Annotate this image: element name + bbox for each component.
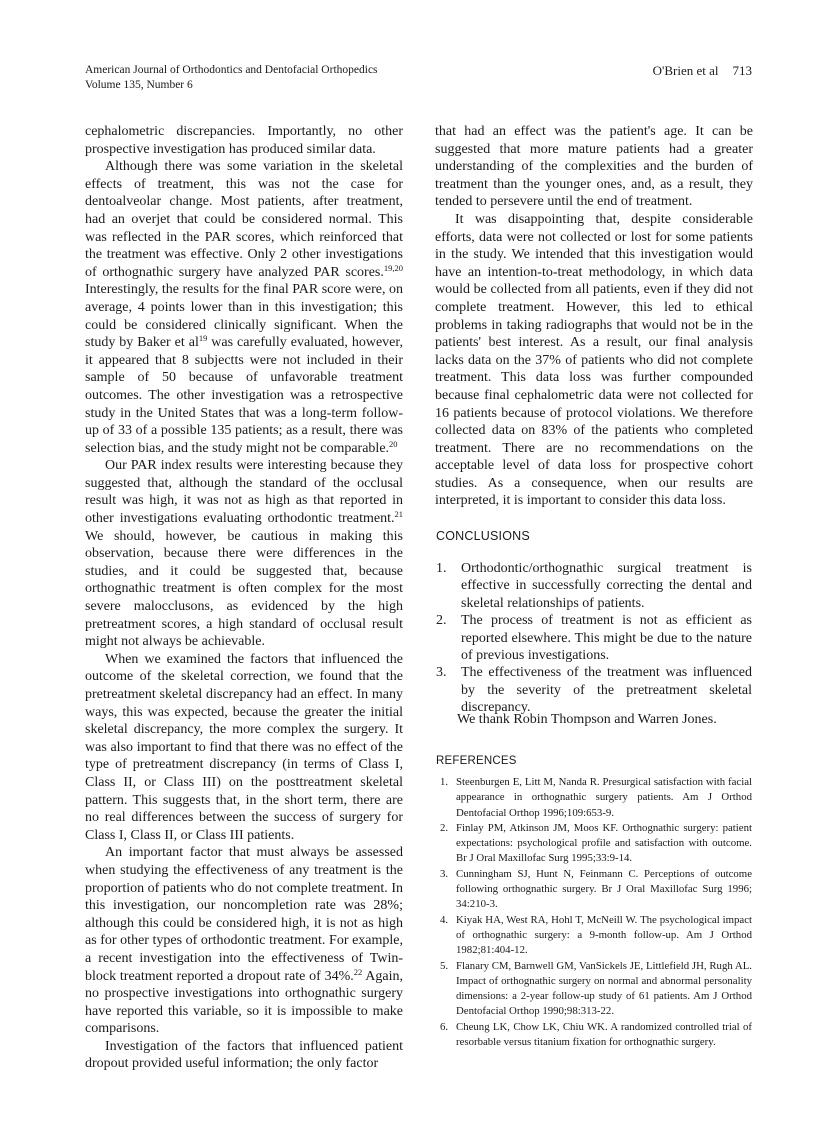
running-authors: O'Brien et al bbox=[652, 63, 719, 78]
acknowledgment: We thank Robin Thompson and Warren Jones. bbox=[457, 712, 717, 727]
running-header-left bbox=[85, 63, 378, 93]
item-text: The process of treatment is not as efficient as reported elsewhere. This might be due to the nature of previous investigations. bbox=[461, 613, 752, 664]
citation-superscript: 19,20 bbox=[383, 262, 403, 273]
right-text-column bbox=[435, 123, 753, 510]
ref-text: Finlay PM, Atkinson JM, Moos KF. Orthognathic surgery: patient expectations: psychological profile and satisfaction with outcome. Br J Oral Maxillofac Surg 1995;33:9-14. bbox=[456, 821, 752, 865]
references-heading: REFERENCES bbox=[436, 755, 517, 767]
ref-text: Cunningham SJ, Hunt N, Feinmann C. Perceptions of outcome following orthognathic surgery. Br J Oral Maxillofac Surg 1996; 34:210-3. bbox=[456, 867, 752, 911]
citation-superscript: 20 bbox=[389, 438, 398, 449]
paragraph-text: Our PAR index results were interesting because they suggested that, although the standard of the occlusal result was high, it was not as high as that reported in other investigations evaluating orthodontic treatment. bbox=[85, 458, 403, 527]
body-paragraph bbox=[85, 844, 403, 1038]
body-paragraph bbox=[435, 211, 753, 510]
item-number: 1. bbox=[436, 561, 447, 576]
running-header-right bbox=[653, 63, 752, 78]
paragraph-text: Again, no prospective investigations into orthognathic surgery have reported this variable, so it is impossible to make comparisons. bbox=[85, 968, 403, 1037]
ref-text: Kiyak HA, West RA, Hohl T, McNeill W. The psychological impact of orthognathic surgery: a 9-month follow-up. Am J Orthod 1982;81:404-12. bbox=[456, 913, 752, 957]
ref-number: 2. bbox=[440, 821, 449, 834]
body-paragraph bbox=[85, 158, 403, 457]
citation-superscript: 21 bbox=[394, 509, 403, 520]
journal-title: American Journal of Orthodontics and Dentofacial Orthopedics bbox=[85, 64, 378, 76]
paragraph-text: that had an effect was the patient's age. It can be suggested that more mature patients had a greater understanding of the complexities and the burden of treatment than the younger ones, and, as a result, they tended to persevere until the end of treatment. bbox=[435, 124, 753, 210]
ref-text: Steenburgen E, Litt M, Nanda R. Presurgical satisfaction with facial appearance in orthognathic surgery patients. Am J Orthod Dentofacial Orthop 1996;109:653-9. bbox=[456, 776, 752, 819]
body-paragraph bbox=[85, 457, 403, 651]
paragraph-text: Investigation of the factors that influenced patient dropout provided useful information; the only factor bbox=[85, 1038, 403, 1072]
ref-number: 5. bbox=[440, 959, 449, 972]
paragraph-text: It was disappointing that, despite considerable efforts, data were not collected or lost for some patients in the study. We intended that this investigation would have an intention-to-treat methodology, in which data would be collected from all patients, even if they did not complete treatment. However, this led to ethical problems in taking radiographs that would not be in the patients' best interest. As a result, our final analysis lacks data on the 37% of patients who did not complete treatment. This data loss was further compounded because final cephalometric data were not collected for 16 patients because of protocol violations. We therefore collected data on 83% of the patients who completed treatment. There are no recommendations on the acceptable level of data loss for prospective cohort studies. As a consequence, when our results are interpreted, it is important to consider this data loss. bbox=[435, 211, 753, 509]
reference-item bbox=[440, 913, 752, 959]
paragraph-text: cephalometric discrepancies. Importantly, no other prospective investigation has produced similar data. bbox=[85, 124, 403, 157]
reference-item bbox=[440, 1020, 752, 1051]
paragraph-text: Although there was some variation in the skeletal effects of treatment, this was not the case for dentoalveolar change. Most patients, after treatment, had an overjet that could be considered normal. This was reflected in the PAR scores, which reinforced that the treatment was effective. Only 2 other investigations of orthognathic surgery have analyzed PAR scores. bbox=[85, 159, 403, 280]
body-paragraph bbox=[85, 123, 403, 158]
reference-item bbox=[440, 821, 752, 867]
journal-volume: Volume 135, Number 6 bbox=[85, 79, 193, 91]
ref-number: 6. bbox=[440, 1020, 449, 1033]
left-text-column bbox=[85, 123, 403, 1073]
body-paragraph bbox=[85, 651, 403, 845]
ref-text: Flanary CM, Barnwell GM, VanSickels JE, Littlefield JH, Rugh AL. Impact of orthognathic surgery on normal and abnormal personality dimensions: a 2-year follow-up study of 61 patients. Am J Orthod Dentofacial Orthop 1990;98:313-22. bbox=[456, 959, 752, 1018]
paragraph-text: Interestingly, the results for the final PAR score were, on average, 4 points lower than in this investigation; this could be considered clinically significant. When the study by Baker et al bbox=[85, 282, 403, 351]
conclusions-list bbox=[436, 560, 752, 717]
item-number: 3. bbox=[436, 665, 447, 681]
ref-text: Cheung LK, Chow LK, Chiu WK. A randomized controlled trial of resorbable versus titanium fixation for orthognathic surgery. bbox=[456, 1020, 752, 1049]
paragraph-text: An important factor that must always be assessed when studying the effectiveness of any treatment is the proportion of patients who do not complete treatment. In this investigation, our noncompletion rate was 28%; although this could be considered high, it is not as high as for other types of orthodontic treatment. For example, a recent investigation into the effectiveness of Twin-block treatment reported a dropout rate of 34%. bbox=[85, 845, 403, 984]
page-number: 713 bbox=[732, 63, 752, 78]
citation-superscript: 22 bbox=[353, 966, 363, 977]
references-list bbox=[440, 775, 752, 1050]
reference-item bbox=[440, 959, 752, 1020]
item-text: Orthodontic/orthognathic surgical treatment is effective in successfully correcting the dental and skeletal relationships of patients. bbox=[461, 561, 752, 611]
reference-item bbox=[440, 775, 752, 821]
reference-item bbox=[440, 867, 752, 913]
conclusion-item bbox=[436, 664, 752, 716]
citation-superscript: 19 bbox=[198, 333, 208, 344]
paragraph-text: We should, however, be cautious in making this observation, because there were differences in the studies, and it could be suggested that, because orthognathic treatment is often complex for the most severe malocclusons, as evidenced by the high pretreatment scores, a high standard of occlusal result might not always be achievable. bbox=[85, 528, 403, 650]
paragraph-text: was carefully evaluated, however, it appeared that 8 subjectts were not included in their sample of 50 because of unfavorable treatment outcomes. The other investigation was a retrospective study in the United States that was a long-term follow-up of 33 of a possible 135 patients; as a result, there was selection bias, and the study might not be comparable. bbox=[85, 335, 403, 456]
paragraph-text: When we examined the factors that influenced the outcome of the skeletal correction, we found that the pretreatment skeletal discrepancy had an effect. In many ways, this was expected, because the greater the initial skeletal discrepancy, the more complex the surgery. It was also important to find that there was no effect of the type of pretreatment discrepancy (in terms of Class I, Class II, or Class III) on the posttreatment skeletal pattern. This suggests that, in the short term, there are no real differences between the success of surgery for Class I, Class II, or Class III patients. bbox=[85, 651, 403, 843]
conclusion-item bbox=[436, 612, 752, 664]
body-paragraph bbox=[435, 123, 753, 211]
conclusion-item bbox=[436, 560, 752, 612]
body-paragraph bbox=[85, 1038, 403, 1073]
ref-number: 3. bbox=[440, 867, 449, 880]
item-number: 2. bbox=[436, 613, 447, 629]
ref-number: 1. bbox=[440, 776, 449, 788]
ref-number: 4. bbox=[440, 913, 449, 926]
item-text: The effectiveness of the treatment was influenced by the severity of the pretreatment skeletal discrepancy. bbox=[461, 665, 752, 716]
conclusions-heading: CONCLUSIONS bbox=[436, 529, 530, 543]
